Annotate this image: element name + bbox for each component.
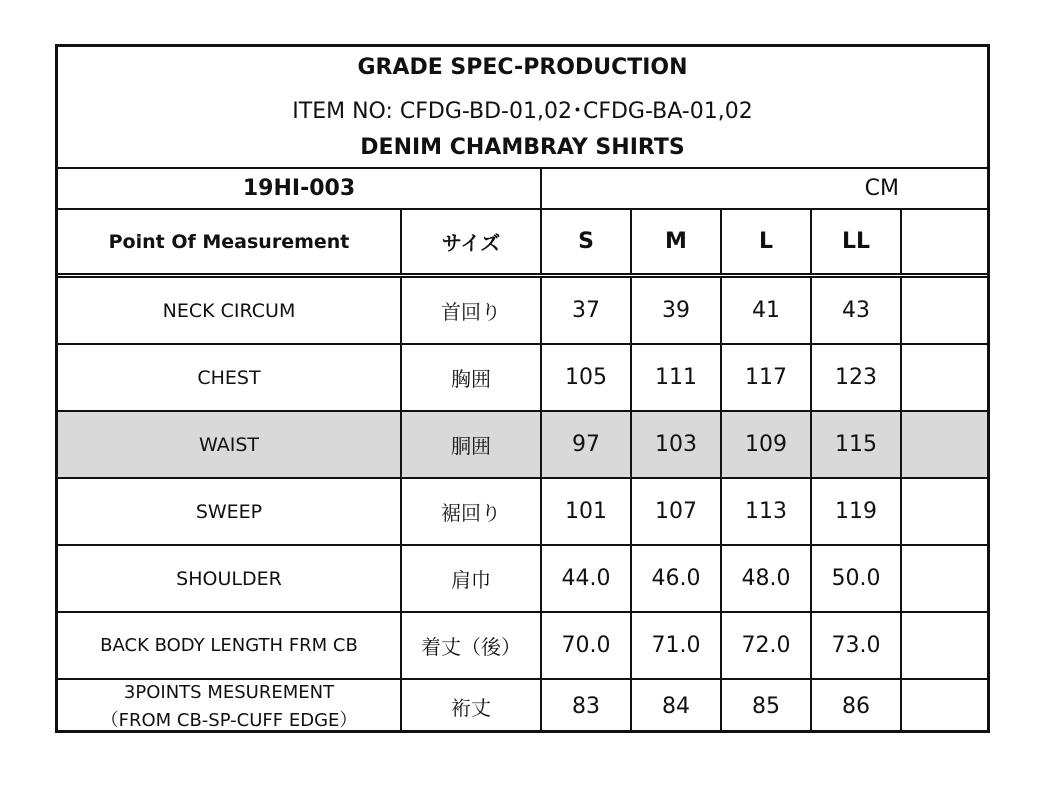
pom-sub-label: （FROM CB-SP-CUFF EDGE） bbox=[100, 709, 358, 731]
value-l: 48.0 bbox=[720, 546, 810, 611]
pom-label: SWEEP bbox=[195, 500, 263, 523]
value-s: 70.0 bbox=[540, 613, 630, 678]
size-header-s: S bbox=[540, 210, 630, 273]
value-m: 39 bbox=[630, 278, 720, 343]
value-l: 72.0 bbox=[720, 613, 810, 678]
value-m: 84 bbox=[630, 680, 720, 733]
value-s: 97 bbox=[540, 412, 630, 477]
item-number: ITEM NO: CFDG-BD-01,02･CFDG-BA-01,02 bbox=[292, 99, 753, 124]
value-m: 46.0 bbox=[630, 546, 720, 611]
code-row bbox=[58, 169, 987, 210]
pom-jp-label: 首回り bbox=[400, 278, 540, 343]
pom-jp-label: 裾回り bbox=[400, 479, 540, 544]
size-header-ll: LL bbox=[810, 210, 900, 273]
value-ll: 115 bbox=[810, 412, 900, 477]
table-row bbox=[58, 680, 987, 733]
value-blank bbox=[900, 613, 987, 678]
value-blank bbox=[900, 345, 987, 410]
value-m: 107 bbox=[630, 479, 720, 544]
value-l: 85 bbox=[720, 680, 810, 733]
value-s: 44.0 bbox=[540, 546, 630, 611]
size-header-blank bbox=[900, 210, 987, 273]
pom-jp-label: 胸囲 bbox=[400, 345, 540, 410]
pom-label: NECK CIRCUM bbox=[162, 299, 296, 322]
value-blank bbox=[900, 546, 987, 611]
value-blank bbox=[900, 412, 987, 477]
value-m: 111 bbox=[630, 345, 720, 410]
table-row bbox=[58, 613, 987, 680]
table-row bbox=[58, 345, 987, 412]
size-jp-header: サイズ bbox=[400, 210, 540, 273]
size-header-m: M bbox=[630, 210, 720, 273]
product-name: DENIM CHAMBRAY SHIRTS bbox=[360, 135, 685, 160]
value-blank bbox=[900, 680, 987, 733]
spec-code: 19HI-003 bbox=[242, 176, 356, 201]
value-m: 71.0 bbox=[630, 613, 720, 678]
value-l: 41 bbox=[720, 278, 810, 343]
value-s: 101 bbox=[540, 479, 630, 544]
value-l: 109 bbox=[720, 412, 810, 477]
table-row bbox=[58, 479, 987, 546]
value-ll: 86 bbox=[810, 680, 900, 733]
column-header-row bbox=[58, 210, 987, 278]
value-ll: 119 bbox=[810, 479, 900, 544]
value-l: 113 bbox=[720, 479, 810, 544]
value-ll: 123 bbox=[810, 345, 900, 410]
pom-label: 3POINTS MESUREMENT bbox=[123, 681, 335, 703]
value-blank bbox=[900, 479, 987, 544]
pom-label: CHEST bbox=[197, 366, 261, 389]
value-m: 103 bbox=[630, 412, 720, 477]
title-block bbox=[58, 47, 987, 169]
size-header-l: L bbox=[720, 210, 810, 273]
pom-jp-label: 着丈（後） bbox=[400, 613, 540, 678]
value-blank bbox=[900, 278, 987, 343]
pom-label: SHOULDER bbox=[176, 567, 282, 590]
pom-jp-label: 肩巾 bbox=[400, 546, 540, 611]
pom-jp-label: 裄丈 bbox=[400, 680, 540, 733]
pom-label-multiline bbox=[58, 680, 400, 733]
value-ll: 73.0 bbox=[810, 613, 900, 678]
spec-sheet bbox=[55, 44, 990, 733]
value-ll: 43 bbox=[810, 278, 900, 343]
table-row bbox=[58, 278, 987, 345]
sheet-title: GRADE SPEC-PRODUCTION bbox=[357, 55, 688, 80]
unit-label bbox=[540, 169, 987, 208]
pom-label: BACK BODY LENGTH FRM CB bbox=[100, 635, 358, 656]
value-ll: 50.0 bbox=[810, 546, 900, 611]
table-row bbox=[58, 546, 987, 613]
value-s: 83 bbox=[540, 680, 630, 733]
pom-label: WAIST bbox=[198, 433, 259, 456]
table-row-highlighted bbox=[58, 412, 987, 479]
pom-header: Point Of Measurement bbox=[108, 230, 350, 253]
value-s: 105 bbox=[540, 345, 630, 410]
value-s: 37 bbox=[540, 278, 630, 343]
pom-jp-label: 胴囲 bbox=[400, 412, 540, 477]
unit-text: CM bbox=[864, 176, 899, 201]
value-l: 117 bbox=[720, 345, 810, 410]
